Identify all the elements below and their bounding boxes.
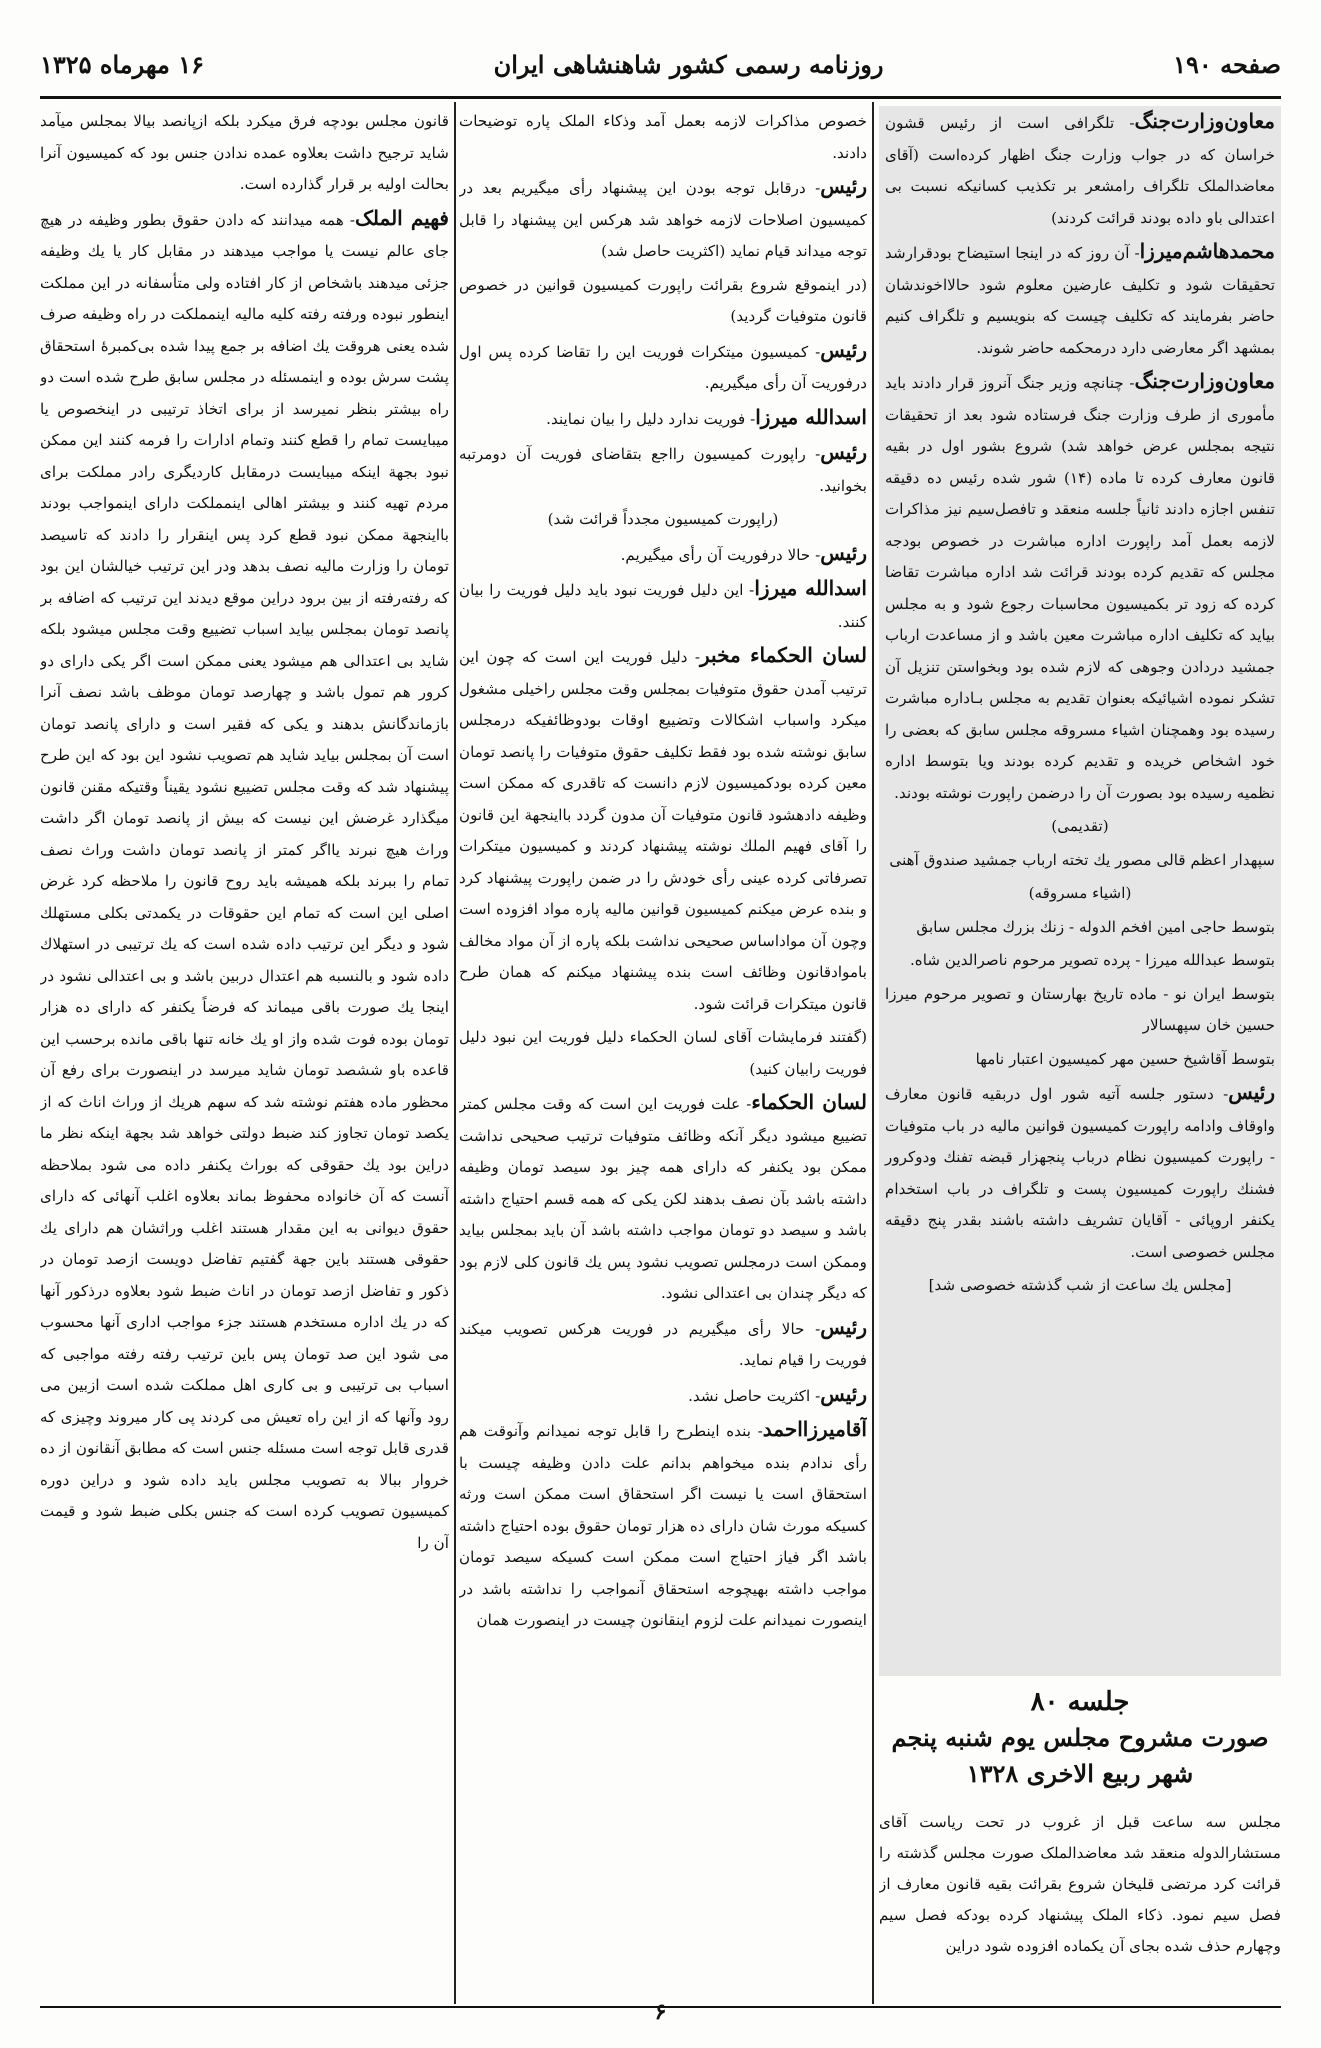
speaker-name: معاون‌وزارت‌جنگ xyxy=(1134,369,1275,393)
right-column-paragraph xyxy=(885,945,1275,977)
paragraph-text: - آن روز که در اینجا استیضاح بودقرارشد تحقیقات شود و تکلیف عارضین معلوم شود حالااخوندشان حاضر بفرمایند که تکلیف چیست که بنویسیم و تلگراف کنیم بمشهد اگر معارضی دارد درمحکمه حاضر شوند. xyxy=(885,244,1275,357)
speaker-name: رئیس xyxy=(820,174,867,198)
paragraph-text: (راپورت کمیسیون مجدداً قرائت شد) xyxy=(547,510,779,528)
middle-column-paragraph xyxy=(459,1379,867,1413)
speaker-name: رئیس xyxy=(820,540,867,565)
right-column xyxy=(879,106,1281,1676)
gazette-page xyxy=(40,34,1281,2024)
left-column xyxy=(40,106,449,2000)
paragraph-text: - فوریت ندارد دلیل را بیان نمایند. xyxy=(546,409,756,428)
issue-date: ۱۶ مهرماه ۱۳۲۵ xyxy=(40,49,204,79)
session-number: جلسه ۸۰ xyxy=(1030,1687,1130,1717)
middle-column-paragraph xyxy=(459,504,867,536)
header-rule xyxy=(40,96,1281,99)
right-column-paragraph xyxy=(885,1044,1275,1076)
paragraph-text: سپهدار اعظم قالی مصور یك تخته ارباب جمشید صندوق آهنی xyxy=(889,850,1275,869)
paragraph-text: (تقدیمی) xyxy=(1051,817,1109,835)
paragraph-text: بتوسط آقاشیخ حسین مهر کمیسیون اعتبار نامها xyxy=(975,1049,1275,1068)
session-80-block xyxy=(879,1684,1281,2004)
speaker-name: لسان الحکماء xyxy=(751,1090,867,1114)
middle-column-paragraph xyxy=(459,640,867,1020)
paragraph-text: - حالا درفوریت آن رأی میگیریم. xyxy=(620,545,821,564)
middle-column-paragraph xyxy=(459,270,867,333)
middle-column-paragraph xyxy=(459,171,867,268)
paragraph-text: - حالا رأی میگیریم در فوریت هرکس تصویب میکند فوریت را قیام نماید. xyxy=(459,1319,867,1369)
paragraph-text: - کمیسیون میتکرات فوریت این را تقاضا کرده پس اول درفوریت آن رأی میگیریم. xyxy=(459,342,867,392)
paragraph-text: (اشیاء مسروقه) xyxy=(1028,884,1132,902)
paragraph-text: - دستور جلسه آتیه شور اول دربقیه قانون معارف واوقاف وادامه راپورت کمیسیون قوانین مالیه در باب متوفیات - راپورت کمیسیون نظام درباب پنجهزار قبضه تفنك ودوکرور فشنك راپورت کمیسیون پست و تلگراف در باب استخدام یکنفر اروپائی - آقایان تشریف داشته باشند بقدر پنج دقیقه مجلس خصوصی است. xyxy=(885,1085,1275,1261)
paragraph-text: (گفتند فرمایشات آقای لسان الحکماء دلیل فوریت این نبود دلیل فوریت رابیان کنید) xyxy=(459,1028,867,1078)
speaker-name: لسان الحکماء مخبر xyxy=(700,643,867,667)
speaker-name: رئیس xyxy=(1228,1080,1275,1104)
speaker-name: رئیس xyxy=(820,1314,867,1339)
newspaper-title: روزنامه رسمی کشور شاهنشاهی ایران xyxy=(493,49,884,79)
paragraph-text: - اکثریت حاصل نشد. xyxy=(688,1386,821,1405)
right-column-paragraph xyxy=(885,366,1275,809)
column-divider-right xyxy=(872,102,874,2004)
right-column-paragraph xyxy=(885,845,1275,877)
right-column-paragraph xyxy=(885,1270,1275,1302)
session-body: مجلس سه ساعت قبل از غروب در تحت ریاست آقای مستشارالدوله منعقد شد معاضدالملک صورت مجلس گذشته را قرائت کرد مرتضی قلیخان شروع بقرائت بقیه قانون معارف از فصل سیم نمود. ذکاء الملک پیشنهاد کرده بودکه فصل سیم وچهارم حذف شده بجای آن یکماده افزوده شود دراین xyxy=(879,1813,1281,1956)
session-date: شهر ربیع الاخری ۱۳۲۸ xyxy=(966,1759,1194,1788)
middle-column-paragraph xyxy=(459,402,867,436)
paragraph-text: [مجلس یك ساعت از شب گذشته خصوصی شد] xyxy=(928,1276,1232,1294)
right-column-paragraph xyxy=(885,912,1275,944)
middle-column-paragraph xyxy=(459,1087,867,1310)
speaker-name: رئیس xyxy=(820,440,867,464)
left-column-paragraph xyxy=(40,106,449,201)
middle-column-paragraph xyxy=(459,335,867,400)
right-column-paragraph xyxy=(885,106,1275,234)
page-header xyxy=(40,34,1281,94)
middle-column-paragraph xyxy=(459,1022,867,1085)
right-column-paragraph xyxy=(885,811,1275,843)
right-column-paragraph xyxy=(885,878,1275,910)
page-label: صفحه ۱۹۰ xyxy=(1173,49,1281,79)
speaker-name: رئیس xyxy=(820,1381,867,1406)
speaker-name: معاون‌وزارت‌جنگ xyxy=(1134,109,1275,133)
speaker-name: فهیم الملک xyxy=(354,205,449,230)
middle-column-paragraph xyxy=(459,437,867,502)
paragraph-text: بتوسط ایران نو - ماده تاریخ بهارستان و تصویر مرحوم میرزا حسین خان سپهسالار xyxy=(885,984,1275,1034)
paragraph-text: (در اینموقع شروع بقرائت راپورت کمیسیون قوانین در خصوص قانون متوفیات گردید) xyxy=(459,275,867,325)
paragraph-text: - بنده اینطرح را قابل توجه نمیدانم وآنوقت هم رأی ندادم بنده میخواهم بدانم علت دادن وظیفه چیست با استحقاق است یا نیست اگر استحقاق است ممکن است ورثه کسیکه مورث شان دارای ده هزار تومان حقوق بوده احتیاج داشته باشد اگر فیاز احتیاج است ممکن است کسیکه سیصد تومان مواجب داشته بهیچوجه استحقاق آنمواجب را نداشته باشد در اینصورت نمیدانم علت لزوم اینقانون چیست در اینصورت همان xyxy=(459,1422,867,1629)
paragraph-text: - علت فوریت این است که وقت مجلس کمتر تضییع میشود دیگر آنکه وظائف متوفیات ترتیب صحیحی نداشت ممکن بود یکنفر که دارای همه چیز بود سیصد تومان وظیفه داشته باشد بآن نصف بدهند لکن یکی که همه قسم احتیاج داشته باشد و سیصد دو تومان مواجب داشته باشد آن باید بمجلس بیاید وممکن است درمجلس تصویب نشود پس یك قانون کلی لازم بود که دیگر چندان بی اعتدالی نشود. xyxy=(459,1095,867,1302)
paragraph-text: - چنانچه وزیر جنگ آنروز قرار دادند باید مأموری از طرف وزارت جنگ فرستاده شود بعد از تحقیقات نتیجه بمجلس عرض خواهد شد) شروع بشور اول در بقیه قانون معارف کرده تا ماده (۱۴) شور شده رئیس ده دقیقه تنفس اجازه دادند ثانیاً جلسه منعقد و تافصل‌سیم نیز مذاکرات لازمه بعمل آمد راپورت اداره مباشرت در خصوص بودجه مجلس که تقدیم کرده بودند قرائت شد اداره مباشرت تقاضا کرده که زود تر بکمیسیون محاسبات رجوع شود و به مجلس بیاید که تکلیف اداره مباشرت معین باشد و از مساعدت ارباب جمشید دردادن وجوهی که لازم شده بود وبخواستن تنزیل آن تشکر نموده اشیائیکه بعنوان تقدیم به مجلس بـاداره مباشرت رسیده بود وهمچنان اشیاء مسروقه مجلس سابق که بعضی را خود اشخاص خریده و تقدیم کرده بودند ویا بتوسط اداره نظمیه رسیده بود بصورت آن را درضمن راپورت نوشته بودند. xyxy=(885,374,1275,802)
paragraph-text: - دلیل فوریت این است که چون این ترتیب آمدن حقوق متوفیات بمجلس وقت مجلس راخیلی مشغول میکرد واسباب اشکالات وتضییع اوقات بودوظائفیکه درمجلس سابق نوشته شده بود فقط تکلیف حقوق متوفیات را پانصد تومان معین کرده بودکمیسیون لازم دانست که تاقدری که ممکن است وظیفه دادهشود قانون متوفیات آن مدون گردد بااینجهة این قانون را آقای فهیم الملك نوشته پیشنهاد کردند و کمیسیون میتکرات تصرفاتی کرده عینی رأی خودش را در ضمن راپورت پیشنهاد کرد و بنده عرض میکنم کمیسیون قوانین مالیه پاره مواد افزوده است وچون آن مواداساس صحیحی نداشت بلکه پاره از آن مواد مخالف باموادقانون وظائف است بنده پیشنهاد میکنم که همان طرح قانون میتکرات قرائت شود. xyxy=(459,648,867,1013)
middle-column xyxy=(459,106,867,2000)
middle-column-paragraph xyxy=(459,1414,867,1637)
paragraph-text: - راپورت کمیسیون رااجع بتقاضای فوریت آن دومرتبه بخوانید. xyxy=(459,445,867,495)
middle-column-paragraph xyxy=(459,573,867,638)
session-title: صورت مشروح مجلس یوم شنبه پنجم xyxy=(891,1723,1269,1752)
paragraph-text: خصوص مذاکرات لازمه بعمل آمد وذکاء الملک پاره توضیحات دادند. xyxy=(459,112,867,162)
paragraph-text: - درقابل توجه بودن این پیشنهاد رأی میگیریم بعد در کمیسیون اصلاحات لازمه خواهد شد هرکس این پیشنهاد را قابل توجه میداند قیام نماید (اکثریت حاصل شد) xyxy=(459,179,867,260)
speaker-name: آقامیرزااحمد xyxy=(762,1417,867,1441)
paragraph-text: - همه میدانند که دادن حقوق بطور وظیفه در هیچ جای عالم نیست یا مواجب میدهند در مقابل کار یا یك وظیفه جزئی میدهند باشخاص از کار افتاده ولی متأسفانه در این مملکت اینطور نبوده ورفته رفته کلیه مالیه اینمملکت در راه وظیفه صرف شده یعنی هروقت یك اضافه بر جمع پیدا شده بی‌کمبرهٔ استحقاق پشت سرش بوده و اینمسئله در مجلس سابق طرح شده است دو راه بیشتر بنظر نمیرسد از برای اتخاذ ترتیبی در اینخصوص یا میبایست تمام را قطع کنند وتمام ادارات را فرمه کنند این ممکن نبود بجهة اینکه میبایست درمقابل کاردیگری رادر مملکت برای مردم تهیه کنند و بیشتر اهالی اینمملکت دارای اینمواجب بودند بااینجهة ممکن نبود قطع کرد پس اینقرار را دادند که تاسیصد تومان را وزارت مالیه نصف بدهد ودر این ترتیب خیالشان این بود که رفته‌رفته از بین برود دراین موقع دیدند این ترتیب که اضافه بر پانصد تومان بمجلس بیاید اسباب تضییع وقت مجلس میشود بلکه شاید بی اعتدالی هم میشود یعنی ممکن است اگر یکی دارای دو کرور هم تمول باشد و چهارصد تومان موظف باشد نصف آنرا بازماندگانش بدهند و یکی که فقیر است و دارای پانصد تومان است آن بمجلس بیاید شاید هم تصویب نشود این بود که این طرح پیشنهاد شد که وقت مجلس تضییع نشود یقیناً وقتیکه مقنن قانون میگذارد غرضش این نیست که بیش از پانصد تومان اگر داشت وراث هیچ نبرند یااگر کمتر از پانصد تومان داشت وراث نصف تمام را ببرند بلکه همیشه باید روح قانون را ملاحظه کرد غرض اصلی این است که تمام این حقوقات در یکمدتی بکلی مستهلك شود و دیگر این ترتیب داده شده است که یك ترتیبی در استهلاك داده شود و بالنسبه هم اعتدال دربین باشد و بی اعتدالی نشود در اینجا یك صورت باقی میماند که فرضاً یکنفر که دارای ده هزار تومان بوده فوت شده واز او یك خانه تنها باقی مانده برحسب این قاعده باو ششصد تومان شاید میرسد در اینصورت برای رفع آن محظور ماده هفتم نوشته شد که سهم هریك از وراث اناث که از یکصد تومان تجاوز کند ضبط دولتی خواهد شد بجهة اینکه نظر ما دراین بود یك حقوقی که بوراث یکنفر داده می شود بملاحظه آنست که آن خانواده محفوظ بماند بعلاوه اغلب آنهائی که دارای حقوق دیوانی به این مقدار هستند اغلب وراثشان هم دارای یك حقوقی هستند باین جهة گفتیم تفاضل دویست ازصد تومان در ذکور و تفاضل ازصد تومان در اناث ضبط شود بعلاوه درذکور آنها که در یك اداره مستخدم هستند جزء مواجب اداری آنها محسوب می شود این صد تومان پس باین ترتیب رفته رفته مواجبی که اسباب بی ترتیبی و بی کاری اهل مملکت شده است ازبین می رود وآنها که از این راه تعیش می کردند پی کار میروند وچیزی که قدری قابل توجه است مسئله جنس است که مطابق آنقانون از ده خروار ببالا به تصویب مجلس باید داده شود و دراین دوره کمیسیون تصویب کرده است که جنس بکلی ضبط شود و قیمت آن را xyxy=(40,210,449,1552)
paragraph-text: بتوسط عبدالله میرزا - پرده تصویر مرحوم ناصرالدین شاه. xyxy=(909,951,1275,969)
page-number: ۶ xyxy=(654,1999,667,2025)
speaker-name: اسدالله میرزا xyxy=(754,576,867,600)
right-column-paragraph xyxy=(885,979,1275,1042)
middle-column-paragraph xyxy=(459,538,867,572)
paragraph-text: قانون مجلس بودچه فرق میکرد بلکه ازپانصد بیالا بمجلس میآمد شاید ترجیح داشت بعلاوه عمده ندادن جنس بود که کمیسیون آنرا بحالت اولیه بر قرار گذارده است. xyxy=(40,112,449,193)
right-column-paragraph xyxy=(885,1077,1275,1268)
middle-column-paragraph xyxy=(459,106,867,169)
speaker-name: رئیس xyxy=(820,337,867,362)
speaker-name: اسدالله میرزا xyxy=(755,404,867,429)
middle-column-paragraph xyxy=(459,1312,867,1377)
column-divider-left xyxy=(454,102,456,2004)
right-column-paragraph xyxy=(885,236,1275,364)
paragraph-text: - تلگرافی است از رئیس قشون خراسان که در جواب وزارت جنگ اظهار کرده‌است (آقای معاضدالملک تلگراف رامشعر بر تکذیب کسانیکه نسبت بی اعتدالی باو داده بودند قرائت کردند) xyxy=(885,114,1275,227)
speaker-name: محمدهاشم‌میرزا xyxy=(1139,239,1275,263)
paragraph-text: - این دلیل فوریت نبود باید دلیل فوریت را بیان کنند. xyxy=(459,581,867,631)
paragraph-text: بتوسط حاجی امین افخم الدوله - زنك بزرك مجلس سابق xyxy=(916,917,1275,936)
left-column-paragraph xyxy=(40,203,449,1560)
